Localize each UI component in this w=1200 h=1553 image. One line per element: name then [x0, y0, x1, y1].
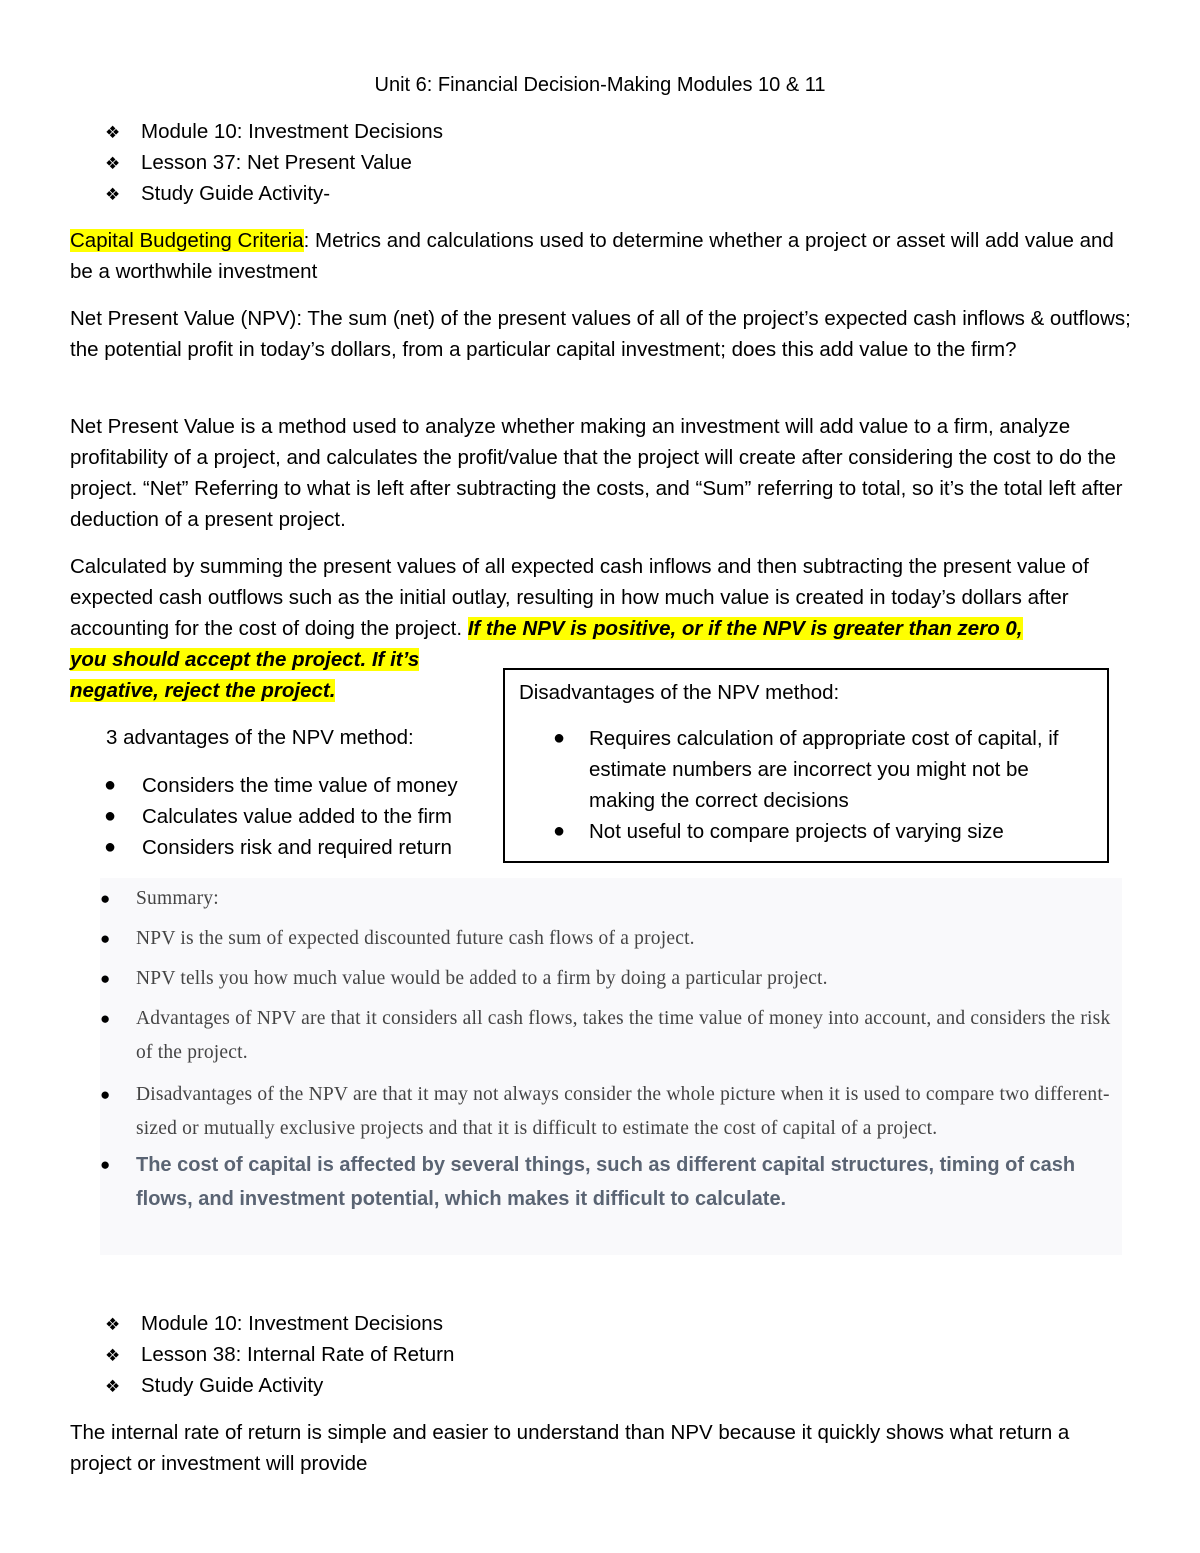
summary-list — [100, 878, 1122, 1216]
list-item: ● The cost of capital is affected by several things, such as different capital structures, timing of cash flows, and investment potential, which makes it difficult to calculate. — [100, 1148, 1122, 1216]
list-item: ❖ Study Guide Activity- — [105, 178, 443, 209]
bullet-icon: ● — [100, 929, 111, 948]
bullet-icon: ● — [553, 727, 566, 749]
bullet-icon: ● — [100, 969, 111, 988]
npv-method-paragraph: Net Present Value is a method used to analyze whether making an investment will add value to a firm, analyze profitability of a project, and calculates the profit/value that the project will create after considering the cost to do the project. “Net” Referring to what is left after subtracting the costs, and “Sum” referring to total, so it’s the total left after deduction of a present project. — [70, 415, 1123, 531]
disadvantages-list — [505, 723, 1100, 847]
capital-budgeting-term: Capital Budgeting Criteria — [70, 229, 304, 252]
diamond-bullet-icon: ❖ — [105, 185, 121, 204]
advantages-heading: 3 advantages of the NPV method: — [106, 726, 414, 749]
npv-definition-paragraph: Net Present Value (NPV): The sum (net) of the present values of all of the project’s expected cash inflows & outflows; the potential profit in today’s dollars, from a particular capital investment; does this add value to the firm? — [70, 307, 1131, 361]
list-item: ● Considers risk and required return — [70, 832, 490, 863]
diamond-bullet-icon: ❖ — [105, 1315, 121, 1334]
list-item: ❖ Lesson 38: Internal Rate of Return — [105, 1339, 454, 1370]
accept-rule-line2: you should accept the project. If it’s — [70, 648, 420, 671]
list-item: ● Disadvantages of the NPV are that it may not always consider the whole picture when it is used to compare two different-sized or mutually exclusive projects and that it is difficult to estimate the cost of capital of a project. — [100, 1078, 1122, 1146]
list-item: ● Not useful to compare projects of varying size — [505, 816, 1100, 847]
irr-paragraph: The internal rate of return is simple and easier to understand than NPV because it quickly shows what return a project or investment will provide — [70, 1421, 1070, 1475]
list-item: ● Summary: — [100, 882, 1122, 916]
bullet-icon: ● — [100, 1009, 111, 1028]
bullet-icon: ● — [100, 889, 111, 908]
bullet-icon: ● — [104, 805, 117, 827]
list-item: ❖ Module 10: Investment Decisions — [105, 1308, 454, 1339]
diamond-bullet-icon: ❖ — [105, 1346, 121, 1365]
summary-section — [100, 878, 1122, 1255]
bullet-icon: ● — [104, 774, 117, 796]
disadvantages-box — [503, 668, 1109, 863]
list-item: ● Calculates value added to the firm — [70, 801, 490, 832]
list-item: ● Advantages of NPV are that it considers all cash flows, takes the time value of money into account, and considers the risk of the project. — [100, 1002, 1122, 1070]
capital-budgeting-paragraph: Capital Budgeting Criteria: Metrics and calculations used to determine whether a project or asset will add value and be a worthwhile investment — [70, 229, 1114, 283]
accept-rule-highlight: If the NPV is positive, or if the NPV is greater than zero 0, — [467, 617, 1023, 640]
list-item: ● NPV tells you how much value would be added to a firm by doing a particular project. — [100, 962, 1122, 996]
diamond-bullet-icon: ❖ — [105, 154, 121, 173]
section2-bullet-list — [105, 1308, 454, 1401]
diamond-bullet-icon: ❖ — [105, 123, 121, 142]
calculated-paragraph: Calculated by summing the present values of all expected cash inflows and then subtracting the present value of expected cash outflows such as the initial outlay, resulting in how much value is created in today’s dollars after accounting for the cost of doing the project. If the NPV is positive, or if the NPV is greater than zero 0, — [70, 555, 1089, 640]
list-item: ● Considers the time value of money — [70, 770, 490, 801]
bullet-icon: ● — [100, 1155, 111, 1174]
bullet-icon: ● — [553, 820, 566, 842]
bullet-icon: ● — [100, 1085, 111, 1104]
section1-bullet-list — [105, 116, 443, 209]
list-item: ● NPV is the sum of expected discounted future cash flows of a project. — [100, 922, 1122, 956]
accept-rule-line3: negative, reject the project. — [70, 679, 336, 702]
list-item: ❖ Module 10: Investment Decisions — [105, 116, 443, 147]
bullet-icon: ● — [104, 836, 117, 858]
list-item: ❖ Study Guide Activity — [105, 1370, 454, 1401]
diamond-bullet-icon: ❖ — [105, 1377, 121, 1396]
advantages-list — [70, 770, 490, 863]
page-title: Unit 6: Financial Decision-Making Modules 10 & 11 — [374, 74, 826, 96]
list-item: ❖ Lesson 37: Net Present Value — [105, 147, 443, 178]
list-item: ● Requires calculation of appropriate cost of capital, if estimate numbers are incorrect you might not be making the correct decisions — [505, 723, 1100, 816]
disadvantages-heading: Disadvantages of the NPV method: — [519, 681, 840, 704]
